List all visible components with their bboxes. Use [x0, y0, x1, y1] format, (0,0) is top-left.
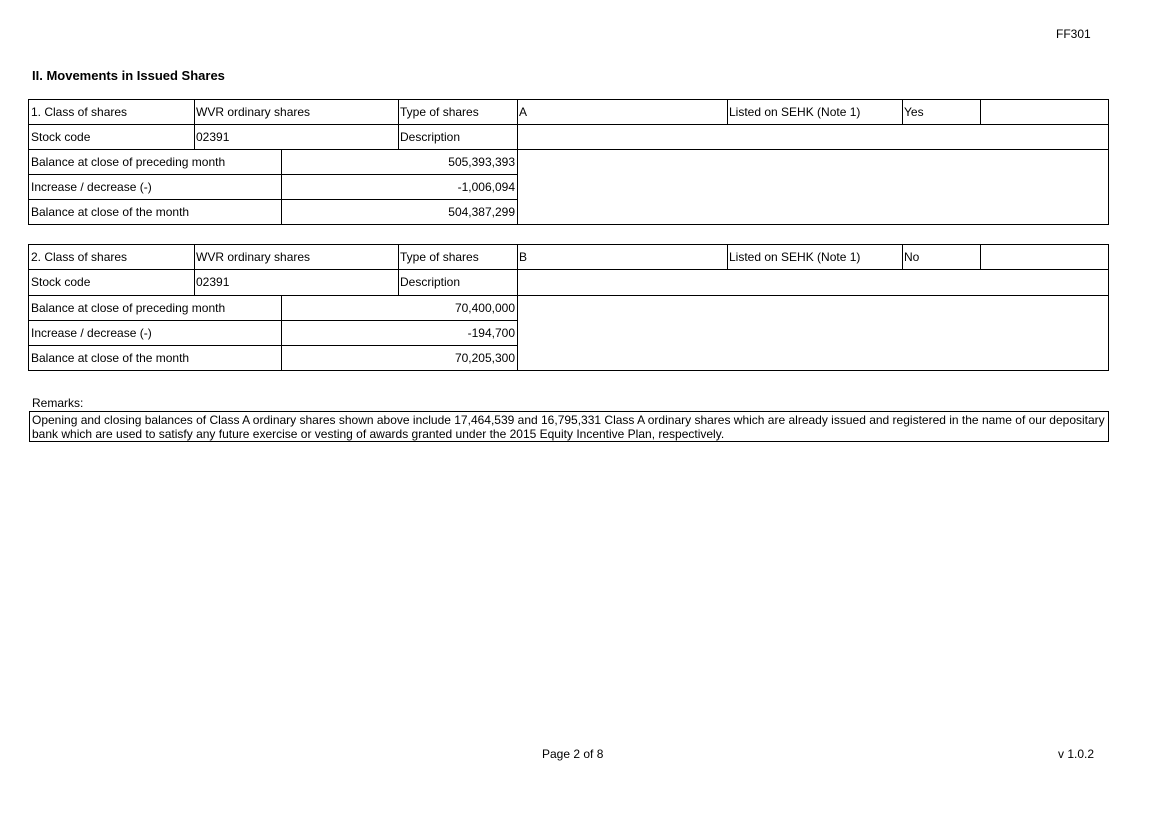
- listed-on-sehk-label: Listed on SEHK (Note 1): [729, 105, 861, 119]
- balance-preceding-value: 70,400,000: [454, 301, 515, 315]
- balance-close-label: Balance at close of the month: [31, 205, 190, 219]
- listed-on-sehk-value: Yes: [904, 105, 924, 119]
- class-of-shares-label: 2. Class of shares: [31, 250, 128, 264]
- class-of-shares-label: 1. Class of shares: [31, 105, 128, 119]
- class-of-shares-value: WVR ordinary shares: [196, 250, 311, 264]
- increase-decrease-value: -194,700: [467, 326, 515, 340]
- increase-decrease-label: Increase / decrease (-): [31, 180, 152, 194]
- balance-close-label: Balance at close of the month: [31, 351, 190, 365]
- balance-preceding-label: Balance at close of preceding month: [31, 155, 226, 169]
- stock-code-value: 02391: [196, 275, 230, 289]
- description-label: Description: [400, 275, 461, 289]
- balance-close-value: 504,387,299: [448, 205, 515, 219]
- type-of-shares-label: Type of shares: [400, 250, 479, 264]
- page-number: Page 2 of 8: [542, 747, 604, 761]
- form-code: FF301: [1056, 27, 1091, 41]
- version-label: v 1.0.2: [1058, 747, 1095, 761]
- stock-code-label: Stock code: [31, 275, 91, 289]
- balance-preceding-label: Balance at close of preceding month: [31, 301, 226, 315]
- description-label: Description: [400, 130, 461, 144]
- share-class-table-2: [28, 244, 1109, 371]
- section-title: II. Movements in Issued Shares: [32, 68, 225, 83]
- increase-decrease-value: -1,006,094: [457, 180, 515, 194]
- class-of-shares-value: WVR ordinary shares: [196, 105, 311, 119]
- share-class-table-1: [28, 99, 1109, 225]
- balance-close-value: 70,205,300: [454, 351, 515, 365]
- remarks-text: Opening and closing balances of Class A ordinary shares shown above include 17,464,539 and 16,795,331 Class A ordinary shares which are already issued and registered in the name of our depositary bank which are used to satisfy any future exercise or vesting of awards granted under the 2015 Equity Incentive Plan, respectively.: [29, 411, 1109, 442]
- type-of-shares-value: B: [519, 250, 528, 264]
- type-of-shares-label: Type of shares: [400, 105, 479, 119]
- stock-code-label: Stock code: [31, 130, 91, 144]
- type-of-shares-value: A: [519, 105, 528, 119]
- remarks-label: Remarks:: [32, 396, 84, 410]
- increase-decrease-label: Increase / decrease (-): [31, 326, 152, 340]
- listed-on-sehk-label: Listed on SEHK (Note 1): [729, 250, 861, 264]
- listed-on-sehk-value: No: [904, 250, 920, 264]
- stock-code-value: 02391: [196, 130, 230, 144]
- balance-preceding-value: 505,393,393: [448, 155, 515, 169]
